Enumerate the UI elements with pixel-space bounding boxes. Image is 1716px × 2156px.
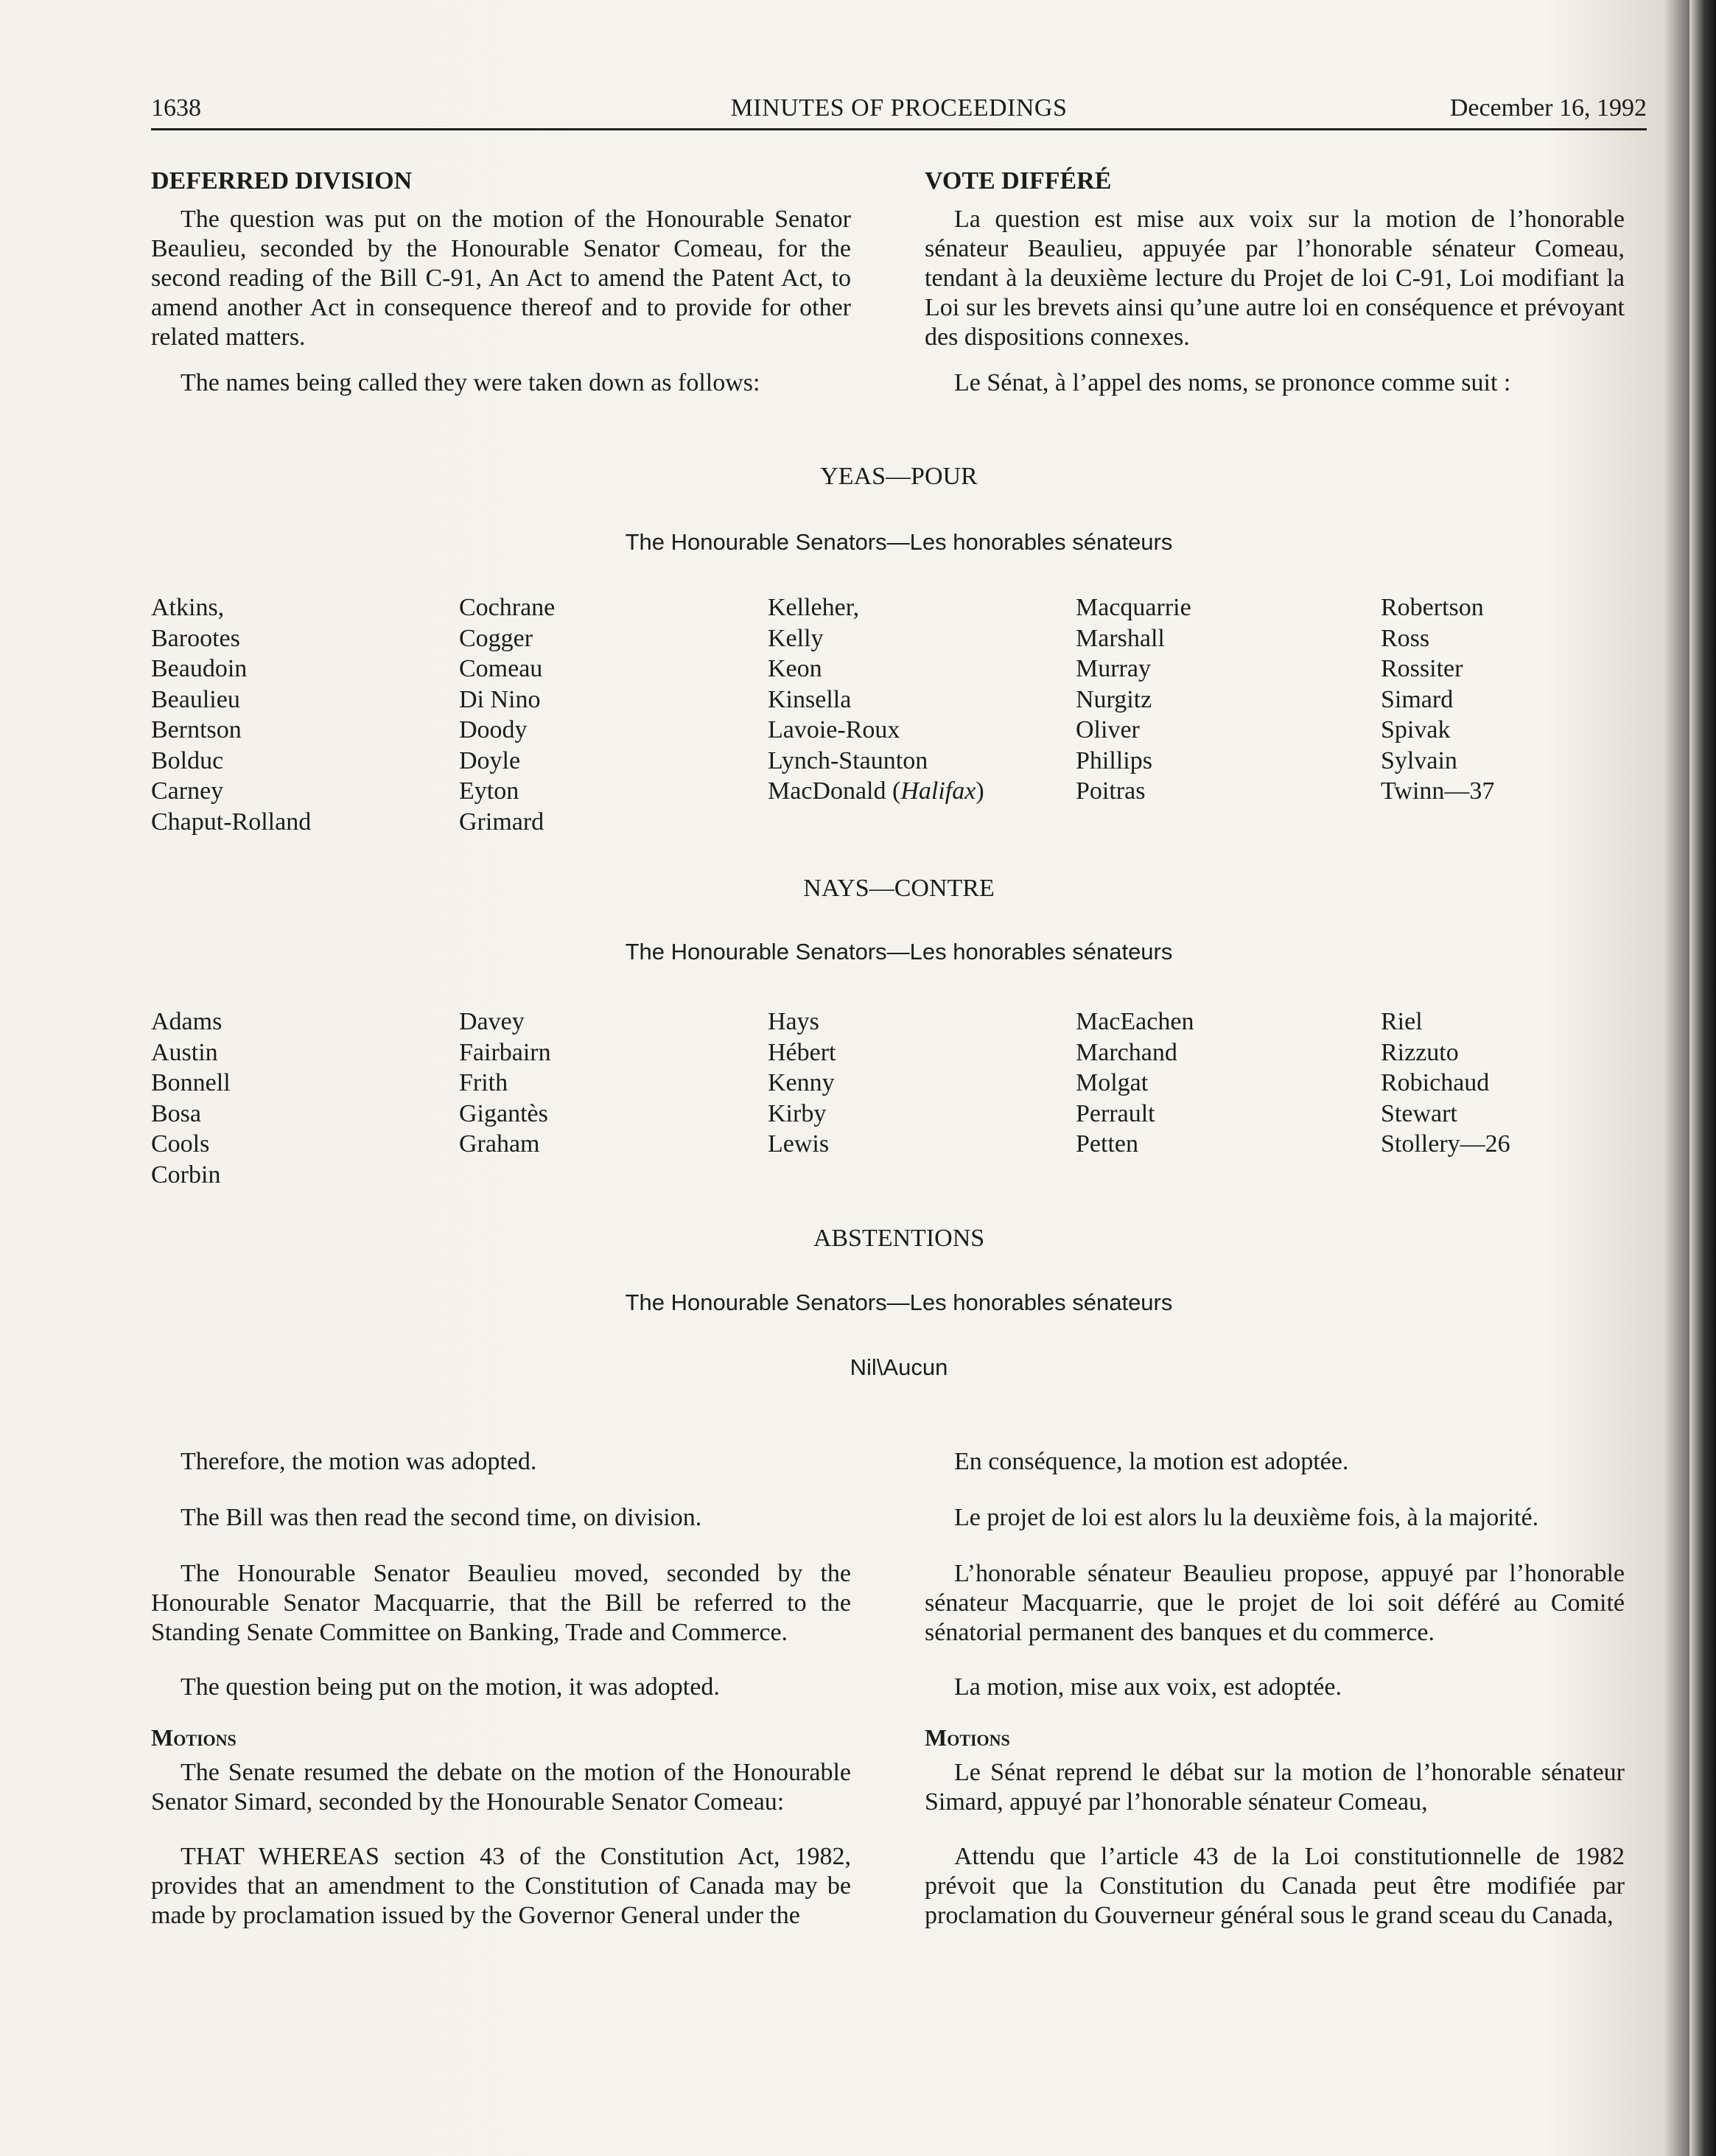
senator-name: Hébert <box>768 1038 836 1066</box>
abstentions-none: Nil\Aucun <box>850 1354 948 1380</box>
yeas-column-2 <box>459 592 555 837</box>
senator-name: Grimard <box>459 808 544 836</box>
senator-name: Comeau <box>459 655 543 682</box>
senator-name: Lynch-Staunton <box>768 746 928 774</box>
senator-name: Riel <box>1381 1008 1423 1035</box>
whereas-en: THAT WHEREAS section 43 of the Constitution Act, 1982, provides that an amendment to the Constitution of Canada may be made by proclamation issued by the Governor General under the <box>151 1843 851 1929</box>
senator-name: Lewis <box>768 1130 830 1158</box>
senator-name: Sylvain <box>1381 746 1457 774</box>
senator-name: Graham <box>459 1130 540 1158</box>
deferred-paragraph-fr: La question est mise aux voix sur la motion de l’honorable sénateur Beaulieu, appuyée par l’honorable sénateur Comeau, tendant à la deuxième lecture du Projet de loi C-91, Loi modifiant la Loi sur les brevets ainsi qu’une autre loi en conséquence et prévoyant des dispositions connexes. <box>925 206 1625 351</box>
senator-name: Keon <box>768 655 822 682</box>
senator-name: Bonnell <box>151 1069 231 1096</box>
senator-name: Molgat <box>1076 1069 1149 1096</box>
deferred-paragraph-en: The question was put on the motion of the Honourable Senator Beaulieu, seconded by the Honourable Senator Comeau, for the second reading of the Bill C-91, An Act to amend the Patent Act, to amend another Act in consequence thereof and to provide for other related matters. <box>151 206 851 351</box>
senator-name: Carney <box>151 777 224 805</box>
running-title: MINUTES OF PROCEEDINGS <box>730 94 1068 122</box>
senator-name: Rizzuto <box>1381 1038 1459 1066</box>
senator-name: Robichaud <box>1381 1069 1490 1096</box>
senator-name: Chaput-Rolland <box>151 808 312 836</box>
senator-name: Simard <box>1381 685 1454 713</box>
senator-name: Robertson <box>1381 594 1484 621</box>
senator-name: Frith <box>459 1069 508 1096</box>
nays-column-1 <box>151 1007 231 1190</box>
senator-name: Doody <box>459 716 528 743</box>
senator-name: Macquarrie <box>1076 594 1191 621</box>
second-reading-en: The Bill was then read the second time, on division. <box>181 1504 702 1531</box>
running-date: December 16, 1992 <box>1449 94 1647 122</box>
senator-name: Berntson <box>151 716 242 743</box>
running-header <box>151 94 1647 130</box>
motions-heading-en: Motions <box>151 1724 237 1751</box>
motion-adopted-fr: En conséquence, la motion est adoptée. <box>954 1448 1349 1475</box>
result-fr <box>925 1447 1625 1931</box>
senator-name: Phillips <box>1076 746 1152 774</box>
senator-name: Cools <box>151 1130 210 1158</box>
yeas-column-3 <box>768 592 984 807</box>
page-edge-shadow <box>1689 0 1716 2156</box>
yeas-column-4 <box>1076 592 1191 807</box>
senator-name: Eyton <box>459 777 519 805</box>
senator-name: Austin <box>151 1038 218 1066</box>
senator-name: Nurgitz <box>1076 685 1152 713</box>
deferred-heading-fr: VOTE DIFFÉRÉ <box>925 167 1112 195</box>
senator-name: Murray <box>1076 655 1151 682</box>
senator-name: Di Nino <box>459 685 541 713</box>
senator-name: Poitras <box>1076 777 1146 805</box>
senator-name: Doyle <box>459 746 521 774</box>
senator-name: MacEachen <box>1076 1008 1194 1035</box>
page-number: 1638 <box>151 94 201 122</box>
senator-name: Atkins, <box>151 594 225 621</box>
referral-en: The Honourable Senator Beaulieu moved, seconded by the Honourable Senator Macquarrie, that the Bill be referred to the Standing Senate Committee on Banking, Trade and Commerce. <box>151 1560 851 1646</box>
senator-name: Kirby <box>768 1099 827 1127</box>
senator-name: Kenny <box>768 1069 835 1096</box>
deferred-division-en <box>151 167 851 398</box>
motion-adopted-en: Therefore, the motion was adopted. <box>181 1448 537 1475</box>
senator-name: Oliver <box>1076 716 1140 743</box>
abstentions-subheading: The Honourable Senators—Les honorables sénateurs <box>625 1289 1173 1315</box>
senate-resumed-fr: Le Sénat reprend le débat sur la motion de l’honorable sénateur Simard, appuyé par l’honorable sénateur Comeau, <box>925 1759 1625 1816</box>
nays-heading: NAYS—CONTRE <box>803 875 995 902</box>
senator-name: Petten <box>1076 1130 1138 1158</box>
senator-name: Stewart <box>1381 1099 1457 1127</box>
nays-subheading: The Honourable Senators—Les honorables sénateurs <box>625 939 1173 965</box>
deferred-heading-en: DEFERRED DIVISION <box>151 167 413 195</box>
yeas-subheading: The Honourable Senators—Les honorables sénateurs <box>625 529 1173 555</box>
senator-name: Stollery—26 <box>1381 1130 1510 1158</box>
senator-name: Kelly <box>768 624 824 652</box>
yeas-column-5 <box>1381 592 1494 807</box>
senator-name: Lavoie-Roux <box>768 716 900 743</box>
nays-column-2 <box>459 1007 551 1160</box>
deferred-division-fr <box>925 167 1625 398</box>
senator-name: Adams <box>151 1008 223 1035</box>
nays-column-3 <box>768 1007 836 1160</box>
nays-column-5 <box>1381 1007 1510 1160</box>
senator-name: Fairbairn <box>459 1038 551 1066</box>
yeas-heading: YEAS—POUR <box>820 463 978 490</box>
senator-name-macdonald: MacDonald (Halifax) <box>768 777 984 805</box>
senator-name: Beaudoin <box>151 655 248 682</box>
senator-name: Corbin <box>151 1161 221 1189</box>
names-called-en: The names being called they were taken down as follows: <box>181 369 760 396</box>
senator-name: Perrault <box>1076 1099 1155 1127</box>
senator-name: Barootes <box>151 624 240 652</box>
abstentions-heading: ABSTENTIONS <box>813 1225 985 1252</box>
senator-name: Cogger <box>459 624 533 652</box>
senator-name: Cochrane <box>459 594 556 621</box>
names-called-fr: Le Sénat, à l’appel des noms, se prononce comme suit : <box>954 369 1511 396</box>
macdonald-place: Halifax <box>900 777 976 805</box>
senate-resumed-en: The Senate resumed the debate on the motion of the Honourable Senator Simard, seconded by the Honourable Senator Comeau: <box>151 1759 851 1816</box>
senator-name: Rossiter <box>1381 655 1463 682</box>
yeas-column-1 <box>151 592 311 837</box>
senator-name: Ross <box>1381 624 1430 652</box>
question-adopted-en: The question being put on the motion, it was adopted. <box>181 1673 720 1701</box>
senator-name: Marshall <box>1076 624 1165 652</box>
senator-name: Bolduc <box>151 746 224 774</box>
senator-name: Gigantès <box>459 1099 548 1127</box>
senator-name: Marchand <box>1076 1038 1177 1066</box>
motions-heading-fr: Motions <box>925 1724 1010 1751</box>
senator-name: Twinn—37 <box>1381 777 1495 805</box>
senator-name: Beaulieu <box>151 685 240 713</box>
senator-name: Bosa <box>151 1099 201 1127</box>
nays-column-4 <box>1076 1007 1194 1160</box>
senator-name: Davey <box>459 1008 525 1035</box>
second-reading-fr: Le projet de loi est alors lu la deuxième fois, à la majorité. <box>954 1504 1539 1531</box>
senator-name: Kinsella <box>768 685 852 713</box>
senator-name: Spivak <box>1381 716 1451 743</box>
question-adopted-fr: La motion, mise aux voix, est adoptée. <box>954 1673 1342 1701</box>
referral-fr: L’honorable sénateur Beaulieu propose, appuyé par l’honorable sénateur Macquarrie, que le projet de loi soit déféré au Comité sénatorial permanent des banques et du commerce. <box>925 1560 1625 1646</box>
senator-name: Hays <box>768 1008 819 1035</box>
senator-name: Kelleher, <box>768 594 860 621</box>
result-en <box>151 1447 851 1931</box>
whereas-fr: Attendu que l’article 43 de la Loi constitutionnelle de 1982 prévoit que la Constitution du Canada peut être modifiée par proclamation du Gouverneur général sous le grand sceau du Canada, <box>925 1843 1625 1929</box>
